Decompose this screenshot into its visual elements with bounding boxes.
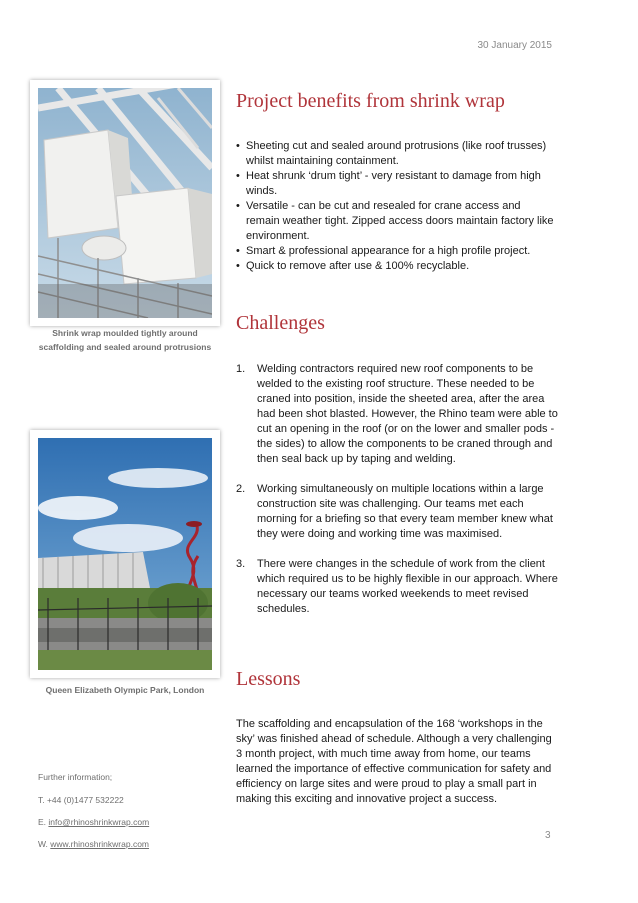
challenge-text: There were changes in the schedule of work from the client which required us to be highly flexible in our approach. Where necessary our teams worked weekends to meet revised schedules. — [257, 558, 558, 615]
challenge-item — [236, 557, 558, 617]
challenge-text: Working simultaneously on multiple locations within a large construction site was challenging. Our teams met each morning for a briefing so that every team member knew what they were doing and working time was maximised. — [257, 483, 553, 540]
photo-card-olympic-park — [30, 430, 220, 678]
lessons-paragraph: The scaffolding and encapsulation of the 168 ‘workshops in the sky’ was finished ahead of schedule. Although a very challenging 3 month project, with much time away from home, our teams learned the importance of effective communication for safety and efficiency on large sites and were proud to play a small part in making this exciting and innovative project a success. — [236, 718, 552, 805]
benefit-item: • Quick to remove after use & 100% recyclable. — [236, 259, 556, 274]
challenges-heading: Challenges — [236, 312, 325, 334]
challenge-number: 1. — [236, 363, 246, 375]
benefits-list — [236, 139, 556, 274]
benefit-item: • Versatile - can be cut and resealed for crane access and remain weather tight. Zipped access doors maintain factory like environment. — [236, 199, 556, 244]
web-prefix: W. — [38, 839, 51, 849]
challenge-number: 2. — [236, 483, 246, 495]
benefit-item: • Smart & professional appearance for a high profile project. — [236, 244, 556, 259]
email-line — [38, 817, 149, 827]
challenge-text: Welding contractors required new roof components to be welded to the existing roof structure. These needed to be craned into position, inside the sheeted area, after the area had been shot blasted. However, the Rhino team were able to cut an opening in the roof (or on the lower and smaller pods - the sides) to allow the components to be craned through and then seal back up by taping and welding. — [257, 363, 558, 465]
phone-number: T. +44 (0)1477 532222 — [38, 795, 124, 805]
challenge-number: 3. — [236, 558, 246, 570]
photo-card-shrink-wrap — [30, 80, 220, 326]
challenge-item — [236, 362, 558, 467]
caption-line-2: scaffolding and sealed around protrusions — [38, 342, 212, 352]
benefits-heading: Project benefits from shrink wrap — [236, 90, 505, 112]
olympic-park-photo — [38, 438, 212, 670]
website-link[interactable]: www.rhinoshrinkwrap.com — [50, 839, 150, 849]
document-date: 30 January 2015 — [477, 40, 552, 51]
page-number: 3 — [545, 830, 551, 841]
caption-line-1: Shrink wrap moulded tightly around — [52, 328, 198, 338]
website-line — [38, 839, 149, 849]
shrink-wrap-photo — [38, 88, 212, 318]
lessons-heading: Lessons — [236, 668, 301, 690]
email-link[interactable]: info@rhinoshrinkwrap.com — [48, 817, 150, 827]
further-info-heading: Further information; — [38, 772, 113, 782]
challenges-list — [236, 362, 558, 632]
benefit-item: • Sheeting cut and sealed around protrusions (like roof trusses) whilst maintaining containment. — [236, 139, 556, 169]
benefit-item: • Heat shrunk ‘drum tight’ - very resistant to damage from high winds. — [236, 169, 556, 199]
olympic-park-photo-caption: Queen Elizabeth Olympic Park, London — [45, 685, 205, 695]
email-prefix: E. — [38, 817, 49, 827]
challenge-item — [236, 482, 558, 542]
shrink-wrap-photo-caption — [30, 326, 220, 354]
